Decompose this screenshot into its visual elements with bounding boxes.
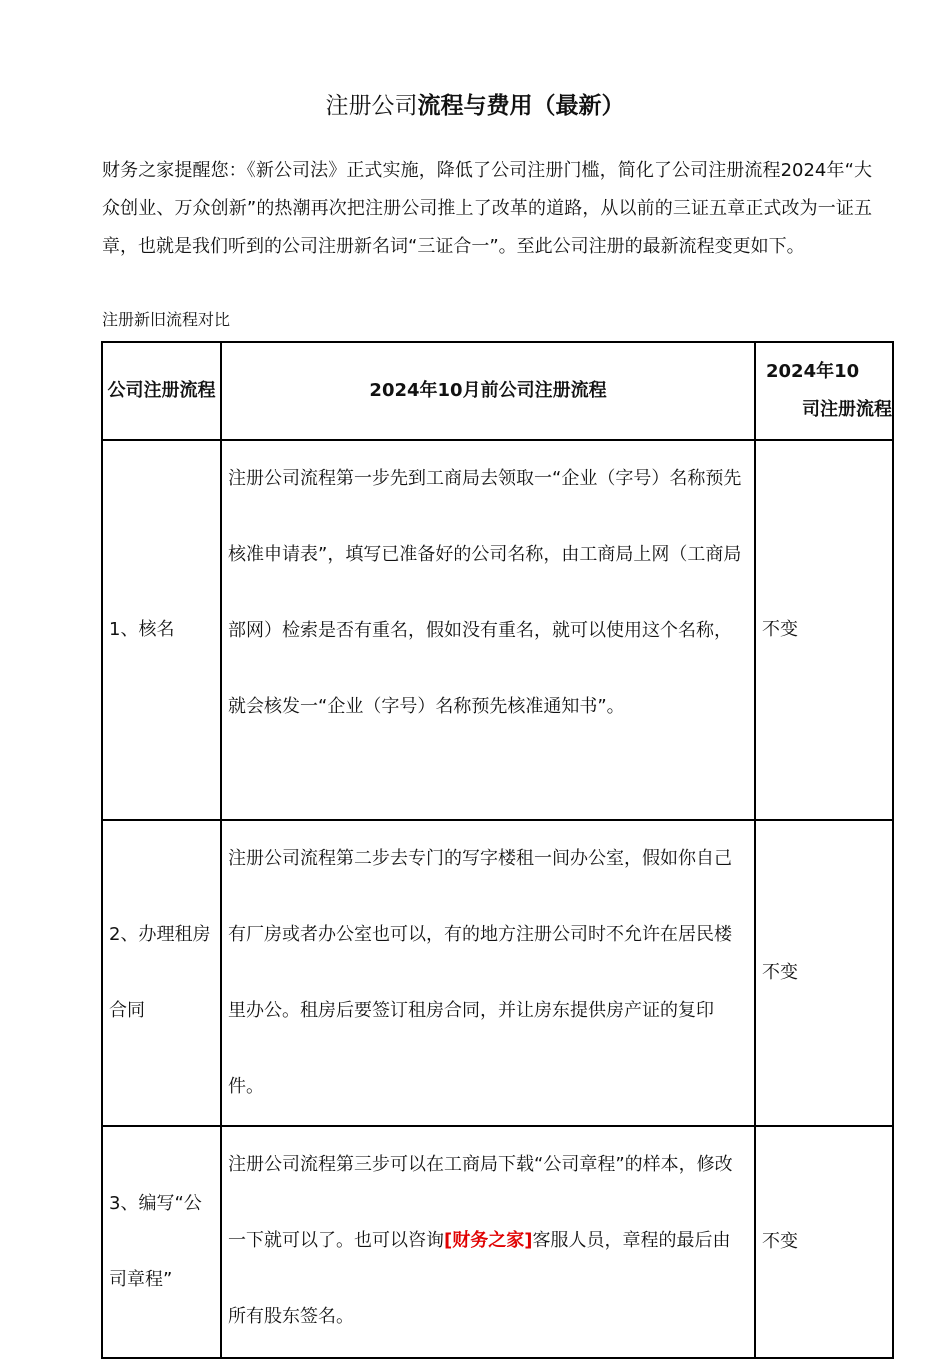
header-before: 2024年10月前公司注册流程 (221, 342, 755, 440)
page-title (0, 86, 950, 126)
row-after: 不变 (755, 820, 893, 1126)
header-after (755, 342, 893, 440)
header-after-line2: 司注册流程 (802, 399, 892, 420)
row-step: 1、核名 (102, 440, 221, 820)
row-after: 不变 (755, 440, 893, 820)
row-desc: 注册公司流程第二步去专门的写字楼租一间办公室，假如你自己有厂房或者办公室也可以，有的地方注册公司时不允许在居民楼里办公。租房后要签订租房合同，并让房东提供房产证的复印件。 (221, 820, 755, 1126)
row-desc-after: 客服人员，章程的最后由所有股东签名。 (228, 1230, 731, 1327)
header-step: 公司注册流程 (102, 342, 221, 440)
table-caption: 注册新旧流程对比 (102, 310, 231, 329)
row-desc-before: 注册公司流程第三步可以在工商局下载“公司章程”的样本，修改一下就可以了。也可以咨询 (228, 1154, 733, 1251)
comparison-table (101, 341, 894, 1359)
header-after-line1: 2024年10 (766, 361, 860, 382)
brand-highlight: [财务之家] (444, 1230, 533, 1251)
table-row (102, 440, 893, 820)
row-step: 3、编写“公司章程” (102, 1126, 221, 1358)
row-desc (221, 1126, 755, 1358)
row-after: 不变 (755, 1126, 893, 1358)
table-row (102, 820, 893, 1126)
title-normal: 注册公司 (325, 93, 418, 119)
row-desc: 注册公司流程第一步先到工商局去领取一“企业（字号）名称预先核准申请表”，填写已准备好的公司名称，由工商局上网（工商局部网）检索是否有重名，假如没有重名，就可以使用这个名称，就会核发一“企业（字号）名称预先核准通知书”。 (221, 440, 755, 820)
table-header-row (102, 342, 893, 440)
intro-paragraph: 财务之家提醒您：《新公司法》正式实施，降低了公司注册门槛，简化了公司注册流程2024年“大众创业、万众创新”的热潮再次把注册公司推上了改革的道路，从以前的三证五章正式改为一证五章，也就是我们听到的公司注册新名词“三证合一”。至此公司注册的最新流程变更如下。 (102, 160, 872, 257)
title-bold: 流程与费用（最新） (417, 93, 625, 119)
table-row (102, 1126, 893, 1358)
row-step: 2、办理租房合同 (102, 820, 221, 1126)
